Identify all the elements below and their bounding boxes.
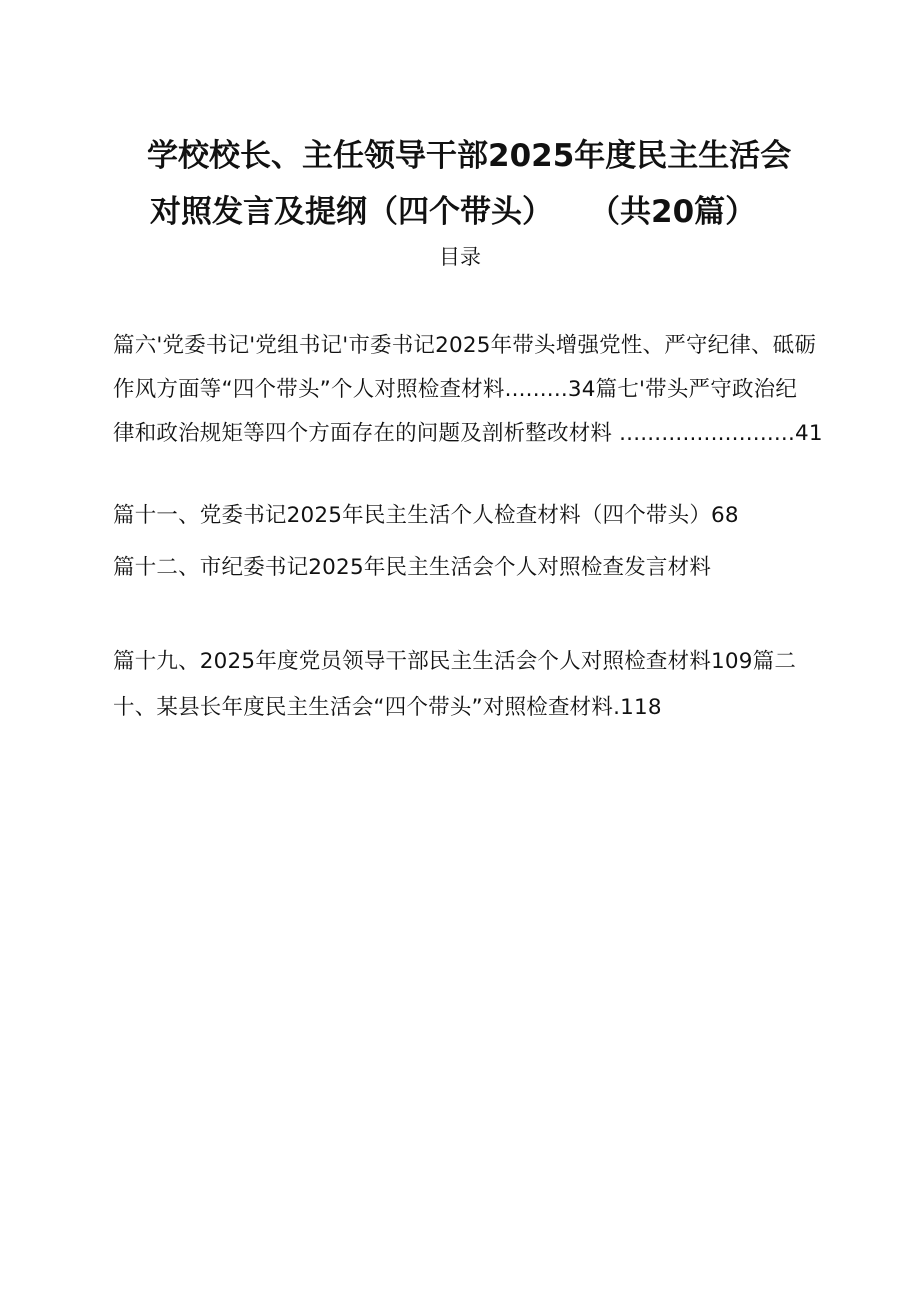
toc-line[interactable]: 篇六'党委书记'党组书记'市委书记2025年带头增强党性、严守纪律、砥砺 bbox=[113, 333, 817, 358]
toc-line[interactable]: 十、某县长年度民主生活会“四个带头”对照检查材料.118 bbox=[113, 695, 662, 720]
document-title-main: 对照发言及提纲（四个带头） bbox=[150, 194, 553, 230]
toc-line[interactable]: 作风方面等“四个带头”个人对照检查材料.........34篇七'带头严守政治纪 bbox=[113, 377, 798, 402]
document-title-line-2 bbox=[150, 192, 756, 232]
document-title-line-1: 学校校长、主任领导干部2025年度民主生活会 bbox=[147, 138, 792, 174]
toc-line[interactable]: 篇十九、2025年度党员领导干部民主生活会个人对照检查材料109篇二 bbox=[113, 649, 797, 674]
toc-line[interactable]: 篇十二、市纪委书记2025年民主生活会个人对照检查发言材料 bbox=[113, 555, 712, 580]
toc-heading: 目录 bbox=[439, 245, 481, 269]
document-title-count: （共20篇） bbox=[589, 194, 757, 230]
toc-line[interactable]: 律和政治规矩等四个方面存在的问题及剖析整改材料 .........................41 bbox=[113, 421, 823, 446]
toc-line[interactable]: 篇十一、党委书记2025年民主生活个人检查材料（四个带头）68 bbox=[113, 503, 739, 528]
